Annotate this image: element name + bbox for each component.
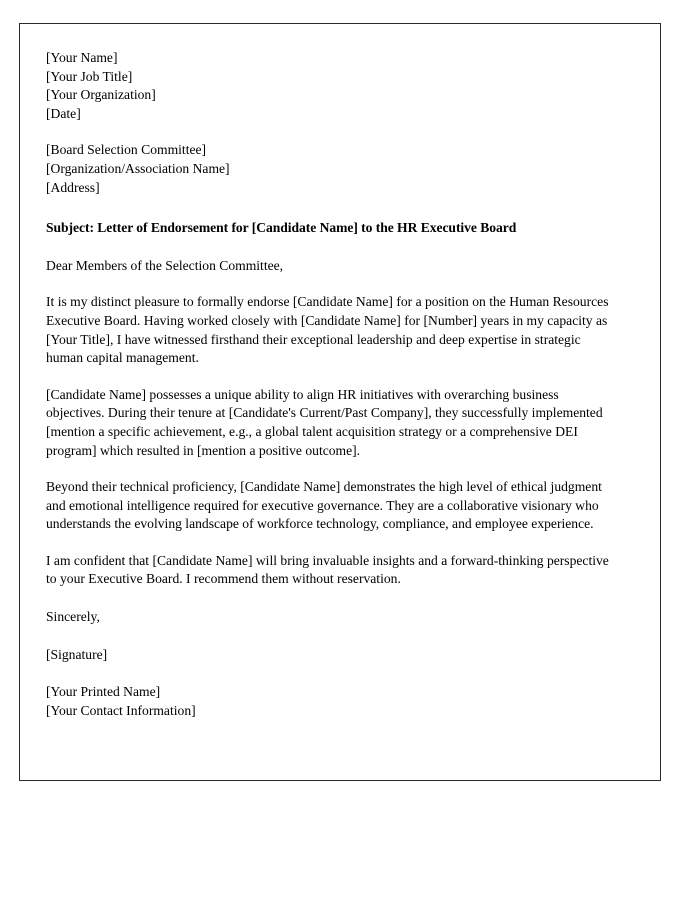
recipient-committee: [Board Selection Committee] <box>46 142 207 158</box>
signature-placeholder: [Signature] <box>46 646 108 662</box>
closing-line: Sincerely, <box>46 609 100 625</box>
sender-organization: [Your Organization] <box>46 87 156 103</box>
printed-name: [Your Printed Name] <box>46 684 161 700</box>
contact-information: [Your Contact Information] <box>46 702 196 718</box>
body-paragraph-4: I am confident that [Candidate Name] will bring invaluable insights and a forward-thinking perspective to your Executive Board. I recommend them without reservation. <box>46 552 609 587</box>
recipient-organization: [Organization/Association Name] <box>46 160 230 176</box>
signoff-block <box>46 683 613 720</box>
body-paragraph-1: It is my distinct pleasure to formally endorse [Candidate Name] for a position on the Human Resources Executive Board. Having worked closely with [Candidate Name] for [Number] years in my capacity as [Your Title], I have witnessed firsthand their exceptional leadership and deep expertise in strategic human capital management. <box>46 294 609 366</box>
letter-body <box>46 49 613 720</box>
subject-line: Subject: Letter of Endorsement for [Candidate Name] to the HR Executive Board <box>46 220 517 236</box>
letter-date: [Date] <box>46 105 81 121</box>
body-paragraph-3: Beyond their technical proficiency, [Candidate Name] demonstrates the high level of ethical judgment and emotional intelligence required for executive governance. They are a collaborative visionary who understands the evolving landscape of workforce technology, compliance, and employee experience. <box>46 479 602 532</box>
document-page <box>19 23 661 781</box>
sender-address-block <box>46 49 613 123</box>
recipient-address: [Address] <box>46 179 100 195</box>
body-paragraph-2: [Candidate Name] possesses a unique ability to align HR initiatives with overarching business objectives. During their tenure at [Candidate's Current/Past Company], they successfully implemented [mention a specific achievement, e.g., a global talent acquisition strategy or a comprehensive DEI program] which resulted in [mention a positive outcome]. <box>46 386 603 458</box>
sender-job-title: [Your Job Title] <box>46 68 133 84</box>
salutation: Dear Members of the Selection Committee, <box>46 257 284 273</box>
recipient-address-block <box>46 141 613 197</box>
sender-name: [Your Name] <box>46 50 118 65</box>
